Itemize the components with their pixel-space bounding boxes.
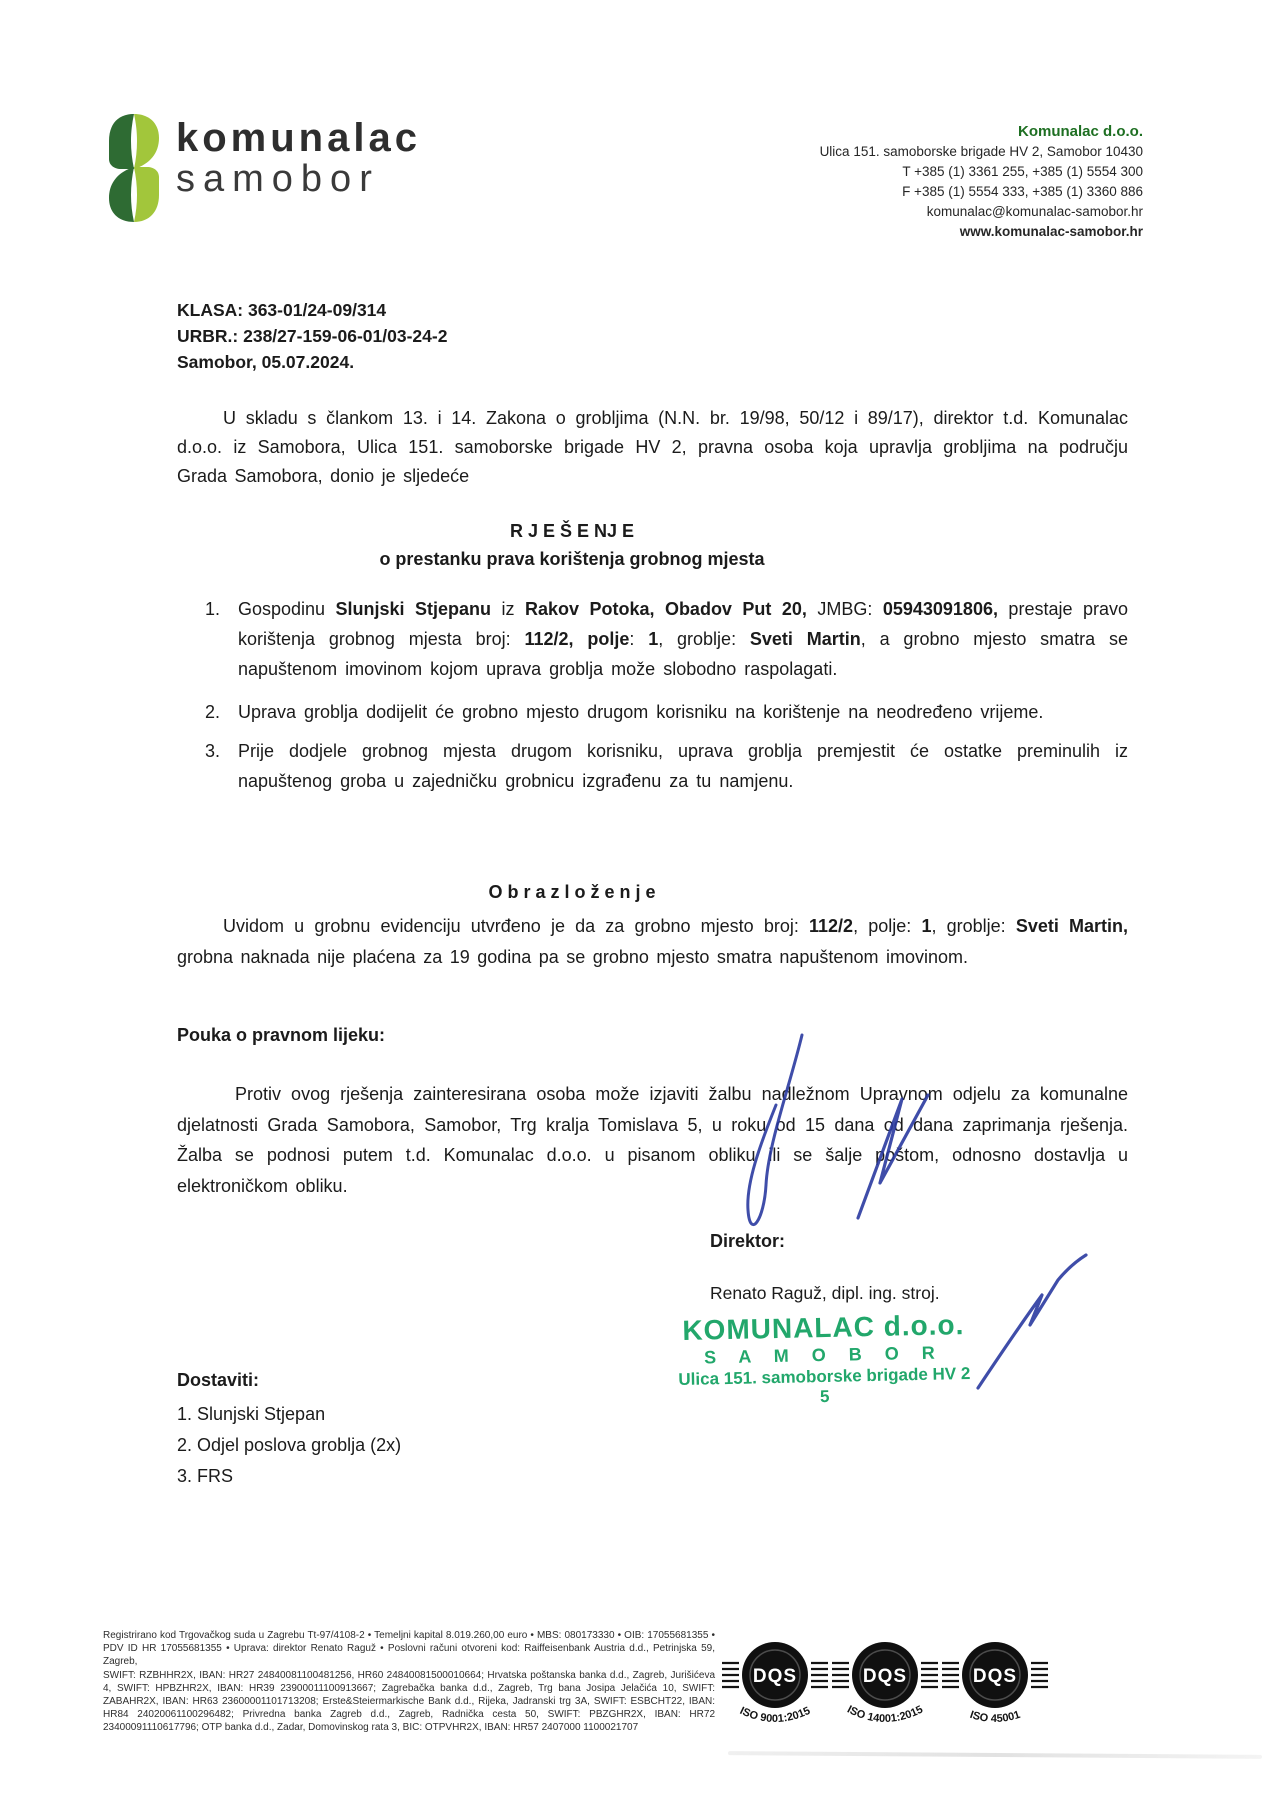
- item-text: Prije dodjele grobnog mjesta drugom korisniku, uprava groblja premjestit će ostatke preminulih iz napuštenog groba u zajedničku grobnicu izgrađenu za tu namjenu.: [238, 741, 1128, 791]
- handwritten-signature: [690, 1025, 1110, 1405]
- director-name: Renato Raguž, dipl. ing. stroj.: [710, 1283, 940, 1303]
- item-text: Gospodinu Slunjski Stjepanu iz Rakov Potoka, Obadov Put 20, JMBG: 05943091806, prestaje pravo korištenja grobnog mjesta broj: 112/2, polje: 1, groblje: Sveti Martin, a grobno mjesto smatra se napuštenom imovinom kojom uprava groblja može slobodno raspolagati.: [238, 599, 1129, 679]
- badge-dqs-text: DQS: [972, 1666, 1018, 1687]
- item-number: 1.: [205, 599, 221, 619]
- explanation-paragraph: Uvidom u grobnu evidenciju utvrđeno je da za grobno mjesto broj: 112/2, polje: 1, groblje: Sveti Martin, grobna naknada nije plaćena za 19 godina pa se grobno mjesto smatra napuštenom imovinom.: [177, 916, 1128, 967]
- footer-line: Registrirano kod Trgovačkog suda u Zagrebu Tt-97/4108-2 • Temeljni kapital 8.019.260,00 euro • MBS: 080173330 • OIB: 17055681355 •: [103, 1630, 715, 1641]
- distribution-item: 1. Slunjski Stjepan: [177, 1404, 326, 1424]
- badge-cert-label: ISO 9001:2015: [737, 1704, 813, 1726]
- badge-cert-label: ISO 14001:2015: [845, 1703, 925, 1726]
- distribution-block: [177, 1370, 401, 1492]
- distribution-item: 2. Odjel poslova groblja (2x): [177, 1435, 402, 1455]
- logo-line-samobor: samobor: [176, 158, 380, 200]
- badge-dqs-text: DQS: [862, 1666, 908, 1687]
- legal-remedy-title: Pouka o pravnom lijeku:: [177, 1025, 386, 1045]
- decision-item-3: [205, 736, 1128, 796]
- company-name: Komunalac d.o.o.: [1017, 123, 1143, 140]
- decision-list: [205, 594, 1128, 796]
- badge-dqs-text: DQS: [752, 1666, 798, 1687]
- dqs-iso9001-badge: [722, 1633, 828, 1745]
- stamp-company-name: KOMUNALAC d.o.o.: [682, 1309, 965, 1346]
- decision-subtitle: o prestanku prava korištenja grobnog mjesta: [379, 549, 765, 569]
- dqs-iso45001-badge: [942, 1633, 1048, 1745]
- urbr-number: URBR.: 238/27-159-06-01/03-24-2: [177, 326, 448, 346]
- item-number: 3.: [205, 741, 221, 761]
- decision-item-1: [205, 594, 1128, 684]
- footer-line: 23400091110617796; OTP banka d.d., Zadar, Domovinskog rata 3, BIC: OTPVHR2X, IBAN: HR57 2407000 1100021707: [103, 1722, 639, 1734]
- footer-line: HR84 24020061100296482; Privredna banka Zagreb d.d., Zagreb, Radnička cesta 50, SWIFT: PBZGHR2X, IBAN: HR72: [103, 1709, 715, 1721]
- item-text: Uprava groblja dodijelit će grobno mjesto drugom korisniku na korištenje na neodređeno vrijeme.: [238, 702, 1044, 722]
- document-meta-block: [177, 297, 447, 375]
- footer-line: 4, SWIFT: HPBZHR2X, IBAN: HR39 23900011100913667; Zagrebačka banka d.d., Zagreb, Trg bana Josipa Jelačića 10, SWIFT:: [103, 1682, 715, 1694]
- certification-badges: [722, 1633, 1048, 1745]
- explanation-title: O b r a z l o ž e n j e: [488, 882, 656, 902]
- footer-line: SWIFT: RZBHHR2X, IBAN: HR27 24840081100481256, HR60 24840081500010664; Hrvatska poštanska banka d.d., Zagreb, Jurišićeva: [103, 1669, 715, 1681]
- distribution-item: 3. FRS: [177, 1466, 234, 1486]
- item-number: 2.: [205, 702, 221, 722]
- stamp-city: S A M O B O R: [703, 1342, 944, 1368]
- stamp-number: 5: [819, 1386, 830, 1407]
- klasa-number: KLASA: 363-01/24-09/314: [177, 300, 387, 320]
- decision-item-2: [205, 697, 1128, 727]
- logo-wordmark: [176, 118, 421, 198]
- signature-stroke: [978, 1255, 1086, 1388]
- signature-stroke: [858, 1095, 928, 1218]
- company-address: Ulica 151. samoborske brigade HV 2, Samobor 10430: [819, 144, 1143, 159]
- distribution-title: Dostaviti:: [177, 1370, 260, 1390]
- company-contact-block: [820, 122, 1143, 242]
- legal-remedy-paragraph: Protiv ovog rješenja zainteresirana osoba može izjaviti žalbu nadležnom Upravnom odjelu za komunalne djelatnosti Grada Samobora, Samobor, Trg kralja Tomislava 5, u roku od 15 dana od dana zaprimanja rješenja. Žalba se podnosi putem t.d. Komunalac d.o.o. u pisanom obliku ili se šalje poštom, odnosno dostavlja u elektroničkom obliku.: [177, 1084, 1128, 1196]
- director-label: Direktor:: [710, 1231, 786, 1251]
- company-website: www.komunalac-samobor.hr: [959, 224, 1143, 239]
- komunalac-logo-icon: [106, 112, 162, 224]
- signature-stroke: [748, 1035, 802, 1225]
- dqs-iso14001-badge: [832, 1633, 938, 1745]
- badge-cert-label: ISO 45001: [968, 1708, 1022, 1726]
- company-phone: T +385 (1) 3361 255, +385 (1) 5554 300: [902, 164, 1143, 179]
- stamp-address: Ulica 151. samoborske brigade HV 2: [678, 1363, 971, 1390]
- place-and-date: Samobor, 05.07.2024.: [177, 352, 355, 372]
- footer-line: PDV ID HR 17055681355 • Uprava: direktor Renato Raguž • Poslovni računi otvoreni kod: Raiffeisenbank Austria d.d., Petrinjska 59, Zagreb,: [103, 1643, 715, 1668]
- logo-line-komunalac: komunalac: [176, 116, 421, 160]
- company-email: komunalac@komunalac-samobor.hr: [926, 204, 1143, 219]
- decision-title: R J E Š E NJ E: [509, 521, 635, 541]
- intro-paragraph: U skladu s člankom 13. i 14. Zakona o grobljima (N.N. br. 19/98, 50/12 i 89/17), direktor t.d. Komunalac d.o.o. iz Samobora, Ulica 151. samoborske brigade HV 2, pravna osoba koja upravlja grobljima na području Grada Samobora, donio je sljedeće: [177, 408, 1128, 486]
- scan-artifact: [728, 1751, 1262, 1759]
- company-fax: F +385 (1) 5554 333, +385 (1) 3360 886: [902, 184, 1143, 199]
- footer-registration-text: [103, 1629, 715, 1735]
- footer-line: ZABAHR2X, IBAN: HR63 23600001101713208; Erste&Steiermarkische Bank d.d., Rijeka, Jadranski trg 3A, SWIFT: ESBCHT22, IBAN:: [103, 1696, 715, 1708]
- svg-text:ISO 45001: [968, 1709, 1021, 1725]
